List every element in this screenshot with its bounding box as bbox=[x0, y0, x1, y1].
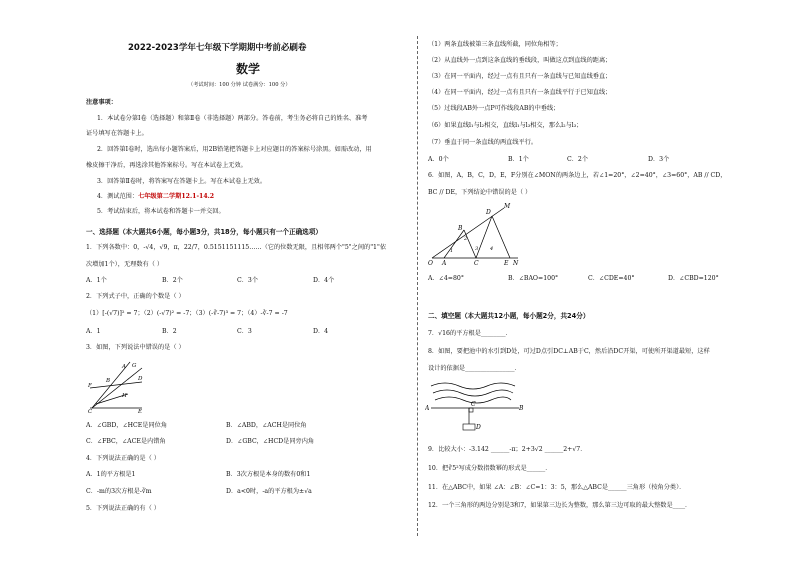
q6-line2: BC // DE，下列结论中错误的是（ ） bbox=[428, 189, 532, 196]
q6-label-d: D bbox=[486, 209, 491, 216]
subject-title: 数学 bbox=[236, 62, 261, 76]
q10: 10．把∛5²写成分数指数幂的形式是______． bbox=[428, 465, 552, 472]
q3-label-a: A bbox=[122, 364, 126, 370]
q7: 7．√16的平方根是________． bbox=[428, 330, 512, 337]
q3-label-d: D bbox=[138, 376, 143, 382]
q8-label-a: A bbox=[425, 405, 430, 412]
q5-item-6: （6）如果直线l₁与l₂相交，直线l₁与l₃相交，那么l₂与l₃； bbox=[428, 122, 583, 129]
q9: 9．比较大小：-3.142 ______-π；2+3√2 ______2+√7． bbox=[428, 446, 587, 453]
q1-line2: 次增加1个），无理数有（ ） bbox=[86, 261, 164, 268]
q1-option-d: D．4个 bbox=[313, 277, 335, 284]
q3-label-h: H bbox=[122, 393, 127, 399]
q5-item-3: （3）在同一平面内，经过一点有且只有一条直线与已知直线垂直； bbox=[428, 73, 612, 80]
q3-stem: 3．如图，下列说法中错误的是（ ） bbox=[86, 344, 185, 351]
q5-item-1: （1）两条直线被第三条直线所截，同位角相等； bbox=[428, 41, 562, 48]
q3-option-d: D．∠GBC，∠HCD是同旁内角 bbox=[226, 438, 315, 445]
q3-label-c: C bbox=[88, 409, 93, 414]
note-line-7: 5．考试结束后，将本试卷和答题卡一并交回。 bbox=[97, 208, 225, 215]
q3-option-a: A．∠GBD，∠HCE是同位角 bbox=[86, 422, 168, 429]
q5-item-5: （5）过线段AB外一点P可作线段AB的中垂线； bbox=[428, 105, 560, 112]
q5-item-7: （7）垂直于同一条直线的两直线平行。 bbox=[428, 139, 538, 146]
q2-option-c: C．3 bbox=[237, 328, 252, 335]
q8-label-c: C bbox=[471, 401, 476, 408]
q1-option-b: B．2个 bbox=[162, 277, 183, 284]
q6-label-1: 1 bbox=[450, 248, 454, 254]
q2-option-a: A．1 bbox=[86, 328, 101, 335]
q3-option-c: C．∠FBC，∠ACE是内错角 bbox=[86, 438, 166, 445]
q4-option-c: C．-m的3次方根是-∛m bbox=[86, 488, 152, 495]
q6-label-a: A bbox=[442, 260, 447, 266]
q3-label-g: G bbox=[132, 363, 137, 369]
q8-label-d: D bbox=[476, 424, 481, 431]
q6-label-m: M bbox=[504, 203, 511, 210]
q2-expressions: （1）[-(√7)]² = 7；（2）(-√7)² = -7；（3）(-∛-7)³ = 7；（4）-∛-7 = -7 bbox=[86, 310, 288, 317]
q2-stem: 2．下列式子中，正确的个数是（ ） bbox=[86, 293, 185, 300]
q1-line1: 1．下列各数中：0，-√4，√9，π，22/7，0.5151151115……（它的位数无限，且相邻两个"5"之间的"1"依 bbox=[86, 244, 387, 251]
q3-label-b: B bbox=[106, 378, 111, 384]
note-line-2: 证号填写在答题卡上。 bbox=[86, 130, 148, 137]
q4-option-d: D．a<0时，-a的平方根为±√a bbox=[226, 488, 312, 495]
q3-option-b: B．∠ABD，∠ACH是同位角 bbox=[226, 422, 307, 429]
section2-heading: 二、填空题（本大题共12小题，每小题2分，共24分） bbox=[428, 312, 590, 320]
note-line-4: 橡皮擦干净后，再选涂其他答案标号。写在本试卷上无效。 bbox=[86, 162, 247, 169]
q5-item-4: （4）在同一平面内，经过一点有且只有一条直线平行于已知直线； bbox=[428, 89, 612, 96]
q11: 11．在△ABC中，如果 ∠A：∠B：∠C=1：3：5，那么△ABC是______三角形（按角分类）． bbox=[428, 484, 686, 491]
note-line-6 bbox=[97, 194, 214, 200]
q6-option-a: A．∠4=80° bbox=[428, 275, 464, 282]
column-divider bbox=[417, 36, 418, 536]
note-line-3: 2．回答第Ⅰ卷时，选出每小题答案后，用2B铅笔把答题卡上对应题目的答案标号涂黑。如需改动，用 bbox=[97, 146, 372, 153]
q6-option-c: C．∠CDE=40° bbox=[588, 275, 635, 282]
q6-label-3: 3 bbox=[475, 246, 479, 252]
q5-option-b: B．1个 bbox=[508, 156, 529, 163]
q3-label-e: E bbox=[138, 409, 143, 414]
q6-label-e: E bbox=[504, 260, 509, 266]
test-range-value: 七年级第二学期12.1-14.2 bbox=[138, 193, 215, 200]
q5-stem: 5．下列说法正确的有（ ） bbox=[86, 505, 160, 512]
test-range-label: 4．测试范围： bbox=[97, 193, 139, 200]
q1-option-c: C．3个 bbox=[237, 277, 259, 284]
exam-title: 2022-2023学年七年级下学期期中考前必刷卷 bbox=[128, 43, 307, 53]
q3-label-f: F bbox=[88, 383, 92, 389]
q6-label-c: C bbox=[474, 260, 479, 266]
section1-heading: 一、选择题（本大题共6小题，每小题3分，共18分，每小题只有一个正确选项） bbox=[86, 228, 322, 236]
q4-option-a: A．1的平方根是1 bbox=[86, 471, 136, 478]
q6-figure bbox=[428, 200, 520, 266]
q3-figure bbox=[86, 358, 146, 414]
q5-option-c: C．2个 bbox=[567, 156, 589, 163]
notes-heading: 注意事项： bbox=[86, 99, 117, 106]
q4-option-b: B．3次方根是本身的数有0和1 bbox=[226, 471, 311, 478]
q2-option-b: B．2 bbox=[162, 328, 177, 335]
q6-option-b: B．∠BAO=100° bbox=[508, 275, 559, 282]
q6-label-2: 2 bbox=[464, 236, 468, 242]
q5-option-d: D．3个 bbox=[648, 156, 670, 163]
q6-option-d: D．∠CBD=120° bbox=[668, 275, 719, 282]
q6-label-n: N bbox=[513, 260, 519, 266]
q5-item-2: （2）从直线外一点到这条直线的垂线段，叫做这点到直线的距离； bbox=[428, 57, 612, 64]
q8-figure bbox=[425, 378, 525, 432]
q8-line1: 8．如图，要把池中的水引到D处，可过D点引DC⊥AB于C，然后沿DC开渠，可使所开渠道最短，这样 bbox=[428, 348, 710, 355]
q6-label-o: O bbox=[428, 260, 433, 266]
q6-label-b: B bbox=[458, 225, 463, 232]
q6-line1: 6．如图，A，B，C，D，E，F分别在∠MON的两条边上，若∠1=20°，∠2=40°，∠3=60°，AB // CD， bbox=[428, 172, 727, 179]
q6-label-4: 4 bbox=[490, 246, 494, 252]
q5-option-a: A．0个 bbox=[428, 156, 449, 163]
q8-label-b: B bbox=[519, 405, 524, 412]
q2-option-d: D．4 bbox=[313, 328, 329, 335]
note-line-1: 1．本试卷分第Ⅰ卷（选择题）和第Ⅱ卷（非选择题）两部分。答卷前，考生务必将自己的姓名、准考 bbox=[97, 115, 368, 122]
q12: 12．一个三角形的两边分别是3和7，如果第三边长为整数，那么第三边可取的最大整数是____． bbox=[428, 502, 692, 509]
q4-stem: 4．下列说法正确的是（ ） bbox=[86, 455, 160, 462]
note-line-5: 3．回答第Ⅱ卷时，将答案写在答题卡上。写在本试卷上无效。 bbox=[97, 178, 267, 185]
q8-line2: 设计的依据是________________． bbox=[428, 365, 521, 372]
exam-info: （考试时间：100 分钟 试卷满分：100 分） bbox=[188, 82, 291, 88]
q1-option-a: A．1个 bbox=[86, 277, 107, 284]
